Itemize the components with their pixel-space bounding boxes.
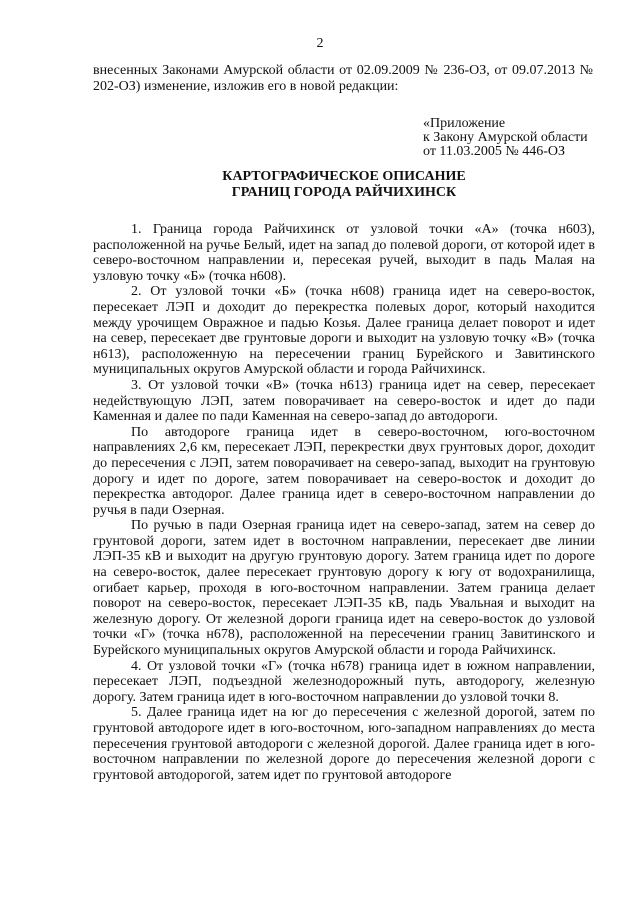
document-body (93, 222, 595, 783)
title-line: КАРТОГРАФИЧЕСКОЕ ОПИСАНИЕ (222, 169, 466, 184)
paragraph: По ручью в пади Озерная граница идет на северо-запад, затем на север до грунтовой дороги, затем идет в восточном направлении, пересекает две линии ЛЭП-35 кВ и выходит на другую грунтовую дорогу. Затем граница идет по дороге на северо-восток, далее пересекает грунтовую дорогу к югу от водохранилища, огибает карьер, проходя в юго-восточном направлении. Затем граница делает поворот на северо-восток, пересекает ЛЭП-35 кВ, падь Увальная и выходит на железную дорогу. От железной дороги граница идет на северо-восток до узловой точки «Г» (точка н678), расположенной на пересечении границ Завитинского и Бурейского муниципальных округов Амурской области и города Райчихинск. (93, 518, 595, 659)
page-number: 2 (316, 36, 324, 51)
appendix-reference (423, 117, 623, 159)
paragraph: 5. Далее граница идет на юг до пересечения с железной дорогой, затем по грунтовой автодороге идет в юго-восточном, юго-западном направлениях до места пересечения грунтовой автодороги с железной дорогой. Далее граница идет в юго-восточном направлении по железной дороге до пересечения железной дороги с грунтовой автодорогой, затем идет по грунтовой автодороге (93, 705, 595, 783)
paragraph: 3. От узловой точки «В» (точка н613) граница идет на север, пересекает недействующую ЛЭП, затем поворачивает на северо-восток и идет до пади Каменная и далее по пади Каменная на северо-запад до автодороги. (93, 377, 595, 425)
appendix-line: к Закону Амурской области (423, 130, 588, 145)
title-line: ГРАНИЦ ГОРОДА РАЙЧИХИНСК (231, 185, 457, 200)
paragraph: 4. От узловой точки «Г» (точка н678) граница идет в южном направлении, пересекает ЛЭП, подъездной железнодорожный путь, автодорогу, железную дорогу. Затем граница идет в юго-восточном направлении до узловой точки 8. (93, 658, 595, 705)
appendix-line: от 11.03.2005 № 446-ОЗ (423, 144, 566, 159)
appendix-line: «Приложение (423, 116, 506, 131)
document-title (0, 169, 640, 201)
paragraph: По автодороге граница идет в северо-восточном, юго-восточном направлениях 2,6 км, пересекает ЛЭП, перекрестки двух грунтовых дорог, доходит до пересечения с ЛЭП, затем поворачивает на северо-запад, выходит на грунтовую дорогу и идет по дороге, затем поворачивает на северо-восток и доходит до перекрестка автодорог. Далее граница идет в северо-восточном направлении до ручья в пади Озерная. (93, 424, 595, 518)
paragraph: 2. От узловой точки «Б» (точка н608) граница идет на северо-восток, пересекает ЛЭП и доходит до перекрестка полевых дорог, который находится между урочищем Овражное и падью Козья. Далее граница делает поворот и идет на север, пересекает две грунтовые дороги и выходит на узловую точку «В» (точка н613), расположенную на пересечении границ Бурейского и Завитинского муниципальных округов Амурской области и города Райчихинск. (93, 284, 595, 378)
intro-text: внесенных Законами Амурской области от 02.09.2009 № 236-ОЗ, от 09.07.2013 № 202-ОЗ) изменение, изложив его в новой редакции: (93, 63, 593, 94)
paragraph: 1. Граница города Райчихинск от узловой точки «А» (точка н603), расположенной на ручье Белый, идет на запад до полевой дороги, от которой идет в северо-восточном направлении и, пересекая ручей, выходит в падь Малая на узловую точку «Б» (точка н608). (93, 222, 595, 284)
